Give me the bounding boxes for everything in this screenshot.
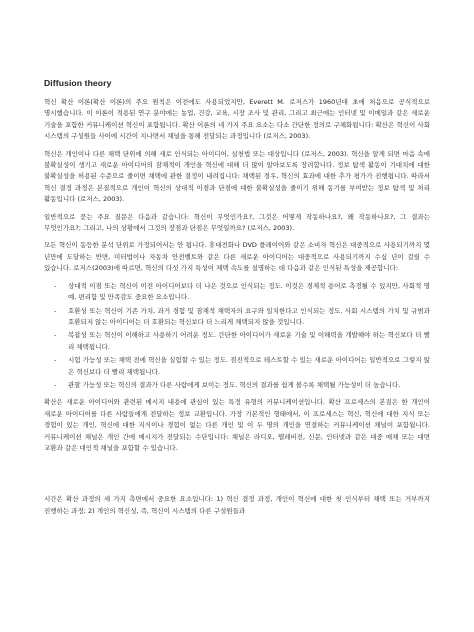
paragraph-communication: 확산은 새로운 아이디어와 관련된 메시지 내용에 관심이 있는 특정 유형의 커뮤니케이션입니다. 확산 프로세스의 본질은 한 개인이 새로운 아이디어를 다른 사람들에게 전달하는 정보 교환입니다. 가장 기본적인 형태에서, 이 프로세스는 혁신, 혁신에 대한 지식 또는 경험이 있는 개인, 혁신에 대한 지식이나 경험이 없는 다른 개인 및 이 두 명의 개인을 연결하는 커뮤니케이션 채널이 포함됩니다. 커뮤니케이션 채널은 개인 간에 메시지가 전달되는 수단입니다: 채널은 라디오, 텔레비전, 신문, 인터넷과 같은 대중 매체 또는 대면 교환과 같은 대인적 채널을 포함할 수 있습니다. xyxy=(44,398,430,452)
attribute-list xyxy=(44,281,430,392)
paragraph-innovation: 혁신은 개인이나 다른 채택 단위에 의해 새로 인식되는 아이디어, 실천법 또는 대상입니다 (로저스, 2003). 혁신을 알게 되면 마음 속에 불확실성이 생기고 새로운 아이디어의 잠재적이 개인을 혁신에 대해 더 많이 알아보도록 장려합니다. 정보 탐색 활동이 기대치에 대한 불확실성을 허용된 수준으로 줄이면 채택에 관한 결정이 내려집니다: 채택된 경우, 혁신의 효과에 대한 추가 평가가 진행됩니다. 따라서 혁신 결정 과정은 본질적으로 개인이 혁신의 상대적 이점과 단점에 대한 불확실성을 줄이기 위해 동기를 부여받는 정보 탐색 및 처리 활동입니다 (로저스, 2003). xyxy=(44,149,430,204)
list-item xyxy=(44,281,430,304)
list-item-text: 호환성 또는 혁신이 기존 가치, 과거 경험 및 잠재적 채택자의 요구와 일치한다고 인식되는 정도. 사회 시스템의 가치 및 규범과 호환되지 않는 아이디어는 더 호환되는 혁신보다 더 느리게 채택되지 않을 것입니다. xyxy=(68,306,430,326)
list-item xyxy=(44,306,430,329)
list-bullet: - xyxy=(54,380,57,389)
paragraph-questions: 일반적으로 묻는 주요 질문은 다음과 같습니다: 혁신이 무엇인가요?, 그것은 어떻게 작동하나요?, 왜 작동하나요?, 그 결과는 무엇인가요?; 그리고, 나의 상황에서 그것의 장점과 단점은 무엇일까요? (로저스, 2003). xyxy=(44,212,430,233)
paragraph-attributes: 모든 혁신이 동등한 분석 단위로 가정되어서는 안 됩니다. 휴대전화나 DVD 플레이어와 같은 소비자 혁신은 대중적으로 사용되기까지 몇 년만에 도달하는 반면, 미터법이나 자동차 안전벨트와 같은 다른 새로운 아이디어는 대중적으로 사용되기까지 수십 년이 걸릴 수 있습니다. 로저스(2003)에 따르면, 혁신의 다섯 가지 특성이 채택 속도를 설명하는 데 다음과 같은 인식된 특성을 제공합니다: xyxy=(44,241,430,273)
list-item-text: 상대적 이점 또는 혁신이 이전 아이디어보다 더 나은 것으로 인식되는 정도. 이것은 경제적 용어로 측정될 수 있지만, 사회적 명예, 편리함 및 만족감도 중요한 요소입니다. xyxy=(68,281,430,302)
list-bullet: - xyxy=(54,331,57,340)
list-item xyxy=(44,380,430,391)
list-item xyxy=(44,330,430,353)
list-bullet: - xyxy=(54,306,57,315)
list-bullet: - xyxy=(54,356,57,365)
list-bullet: - xyxy=(54,281,57,290)
list-item xyxy=(44,355,430,378)
list-item-text: 복잡성 또는 혁신이 이해하고 사용하기 어려운 정도. 간단한 아이디어가 새로운 기술 및 이해력을 개발해야 하는 혁신보다 더 빨리 채택됩니다. xyxy=(68,331,430,351)
document-title: Diffusion theory xyxy=(44,78,112,88)
list-item-text: 시험 가능성 또는 채택 전에 혁신을 실험할 수 있는 정도. 점진적으로 테스트할 수 있는 새로운 아이디어는 일반적으로 그렇지 않은 혁신보다 더 빨리 채택됩니다. xyxy=(68,356,430,376)
paragraph-intro: 혁신 확산 이론(확산 이론)의 주요 원칙은 이전에도 사용되었지만, Everett M. 로저스가 1960년대 초에 처음으로 공식적으로 명시했습니다. 이 이론이 적용된 연구 분야에는 농업, 건강, 교육, 시장 조사 및 관리, 그리고 최근에는 인터넷 및 이메일과 같은 새로운 기술을 포함한 커뮤니케이션 혁신이 포함됩니다. 확산 이론의 네 가지 주요 요소는 다소 간단한 정의로 구체화됩니다: 확산은 혁신이 사회 시스템의 구성원들 사이에 시간이 지나면서 채널을 통해 전달되는 과정입니다 (로저스, 2003). xyxy=(44,98,430,141)
paragraph-time: 시간은 확산 과정의 세 가지 측면에서 중요한 요소입니다: 1) 혁신 결정 과정, 개인이 혁신에 대한 첫 인식부터 채택 또는 거부까지 진행하는 과정; 2) 개인의 혁신성, 즉, 혁신이 시스템의 다른 구성원들과 xyxy=(44,495,430,515)
spacer xyxy=(44,460,430,494)
list-item-text: 관찰 가능성 또는 혁신의 결과가 다른 사람에게 보이는 정도. 혁신의 결과를 쉽게 볼수록 채택될 가능성이 더 높습니다. xyxy=(68,380,401,389)
